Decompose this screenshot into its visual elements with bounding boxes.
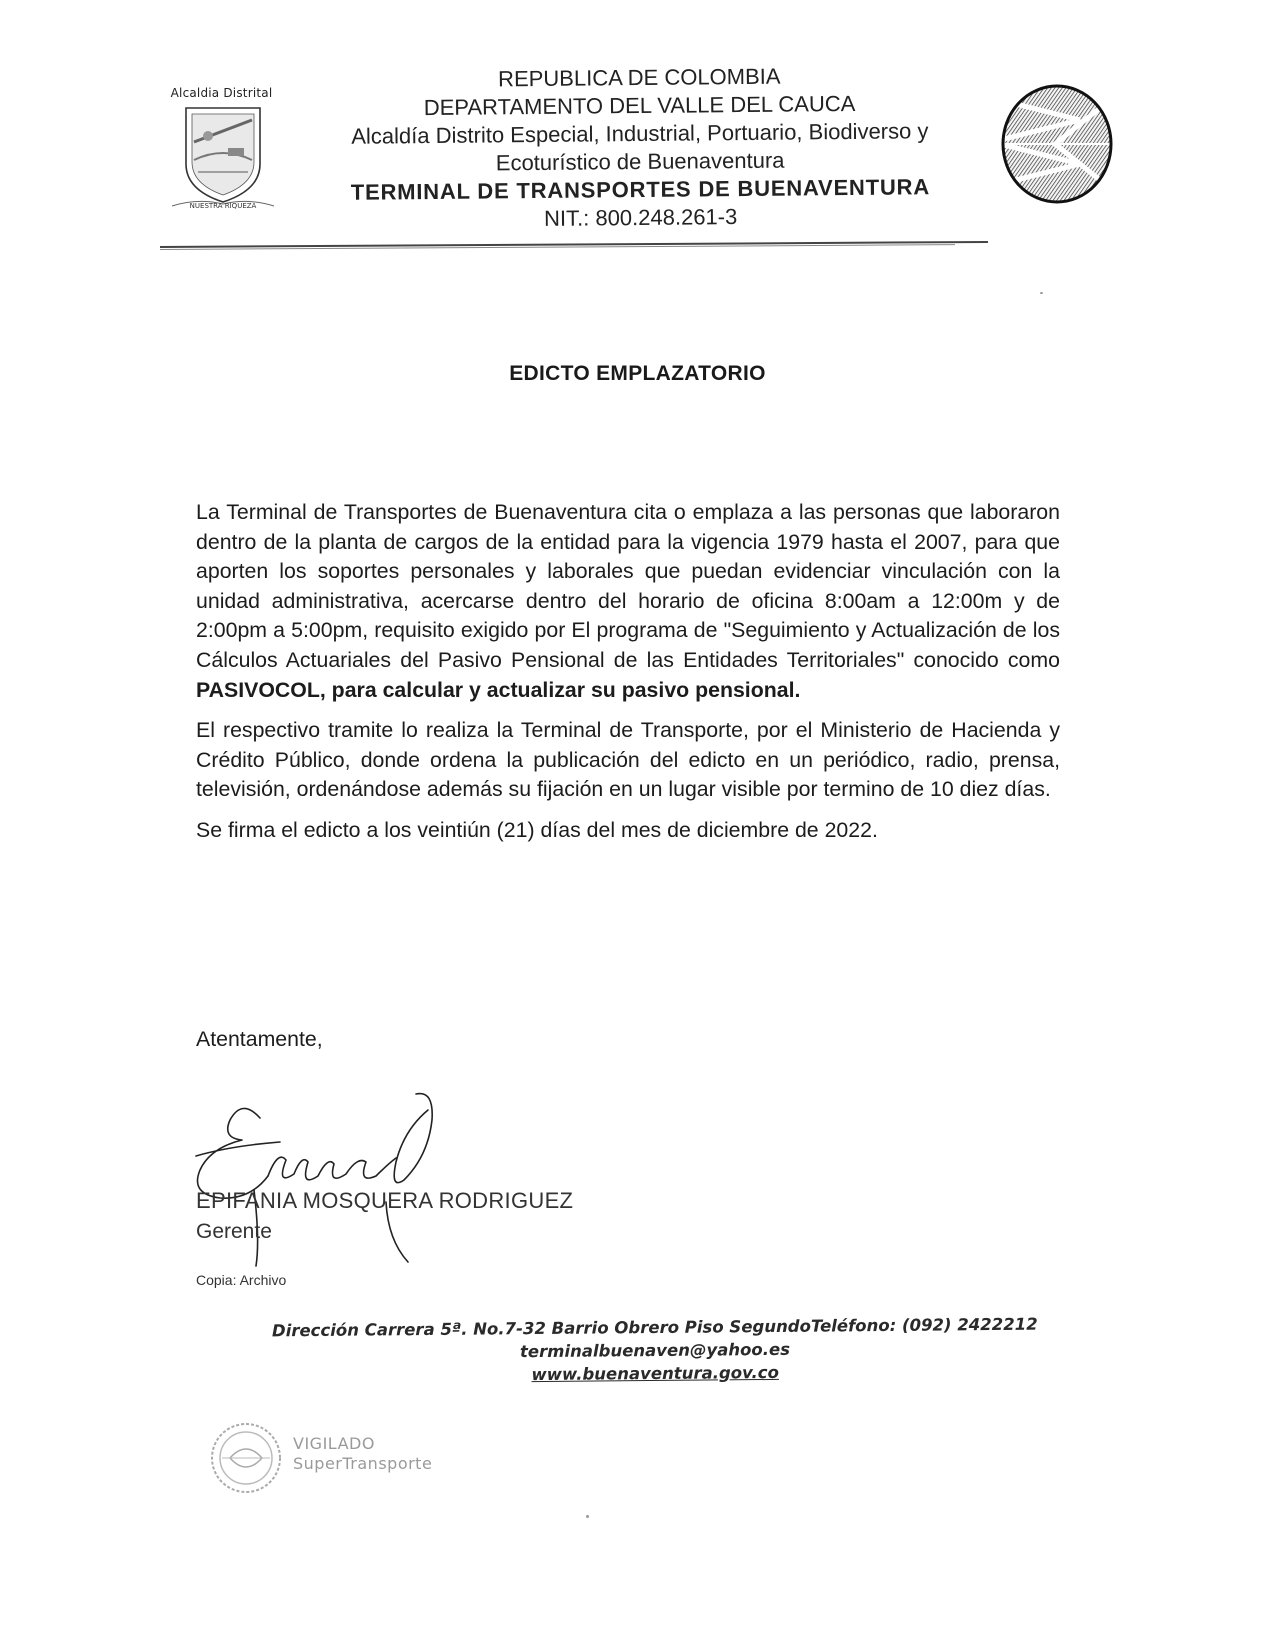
copy-note: Copia: Archivo <box>196 1272 287 1288</box>
scan-speck <box>1040 292 1043 294</box>
header-line-alcaldia: Alcaldía Distrito Especial, Industrial, Portuario, Biodiverso y <box>351 118 929 149</box>
vigilado-line-2: SuperTransporte <box>293 1454 433 1473</box>
scan-speck <box>586 1515 589 1518</box>
vigilado-text <box>293 1434 432 1474</box>
body-paragraph-1 <box>196 498 1060 705</box>
header-line-country: REPUBLICA DE COLOMBIA <box>497 63 781 92</box>
header-nit: NIT.: 800.248.261-3 <box>543 204 738 231</box>
supertransporte-seal-icon <box>208 1420 284 1496</box>
vigilado-line-1: VIGILADO <box>293 1434 375 1453</box>
footer-website-link[interactable]: www.buenaventura.gov.co <box>531 1362 779 1385</box>
body-paragraph-3: Se firma el edicto a los veintiún (21) días del mes de diciembre de 2022. <box>196 817 878 842</box>
vigilado-badge <box>208 1420 468 1495</box>
footer-email[interactable]: terminalbuenaven@yahoo.es <box>519 1339 791 1362</box>
logo-caption: Alcaldia Distrital <box>170 86 273 100</box>
letterhead <box>299 61 981 236</box>
header-line-city: Ecoturístico de Buenaventura <box>495 147 785 176</box>
document-body <box>196 498 1060 857</box>
svg-text:NUESTRA RIQUEZA: NUESTRA RIQUEZA <box>189 202 256 210</box>
terminal-logo <box>1000 82 1115 207</box>
alcaldia-logo <box>160 86 285 216</box>
signer-role: Gerente <box>196 1220 272 1243</box>
paragraph-1-bold: PASIVOCOL, para calcular y actualizar su pasivo pensional. <box>196 677 801 702</box>
terminal-emblem-icon <box>1000 82 1115 207</box>
coat-of-arms-icon <box>168 102 278 212</box>
closing-salutation: Atentamente, <box>196 1027 323 1051</box>
paragraph-1-text: La Terminal de Transportes de Buenaventura cita o emplaza a las personas que laboraron dentro de la planta de cargos de la entidad para la vigencia 1979 hasta el 2007, para que aporten los soportes personales y laborales que puedan evidenciar vinculación con la unidad administrativa, acercarse dentro del horario de oficina 8:00am a 12:00m y de 2:00pm a 5:00pm, requisito exigido por El programa de "Seguimiento y Actualización de los Cálculos Actuariales del Pasivo Pensional de las Entidades Territoriales" conocido como <box>196 500 1060 672</box>
header-entity-name: TERMINAL DE TRANSPORTES DE BUENAVENTURA <box>350 174 931 205</box>
signer-name: EPIFANIA MOSQUERA RODRIGUEZ <box>196 1188 574 1213</box>
document-title: EDICTO EMPLAZATORIO <box>509 362 766 385</box>
header-divider <box>160 241 988 251</box>
footer-contact <box>215 1312 1096 1389</box>
body-paragraph-2: El respectivo tramite lo realiza la Terminal de Transporte, por el Ministerio de Hacienda y Crédito Público, donde ordena la publicación del edicto en un periódico, radio, prensa, televisión, ordenándose además su fijación en un lugar visible por termino de 10 diez días. <box>196 718 1060 802</box>
handwritten-signature-icon <box>190 1090 490 1280</box>
header-line-department: DEPARTAMENTO DEL VALLE DEL CAUCA <box>423 90 856 121</box>
footer-address: Dirección Carrera 5ª. No.7-32 Barrio Obrero Piso SegundoTeléfono: (092) 2422212 <box>271 1314 1038 1341</box>
